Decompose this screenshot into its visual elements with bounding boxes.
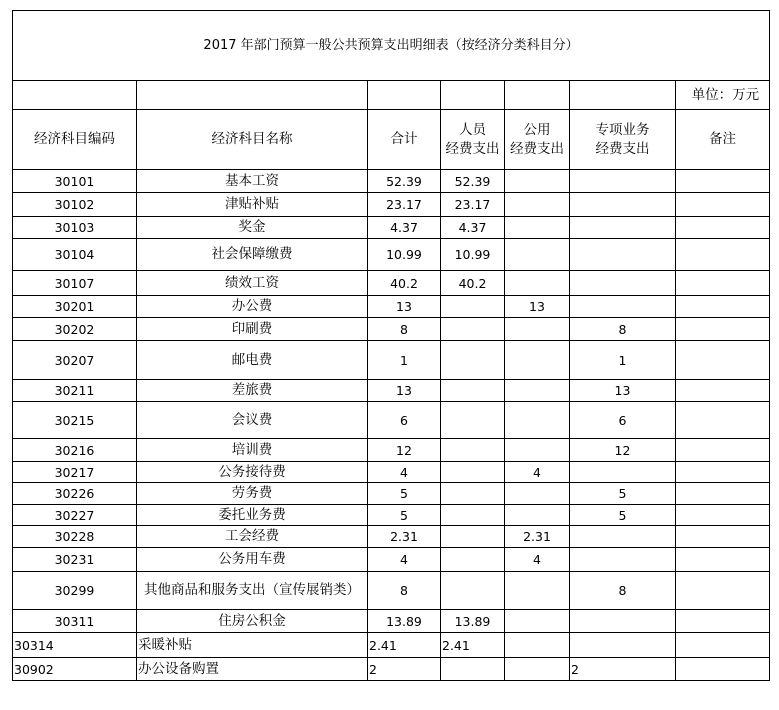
table-row [13, 402, 770, 439]
cell-note [676, 439, 770, 462]
cell-note [676, 380, 770, 402]
cell-code: 30216 [13, 439, 137, 462]
cell-public [505, 193, 570, 217]
cell-code: 30299 [13, 572, 137, 610]
cell-special [570, 610, 676, 633]
table-row [13, 572, 770, 610]
cell-note [676, 341, 770, 380]
cell-code: 30211 [13, 380, 137, 402]
cell-special [570, 193, 676, 217]
cell-name: 公务接待费 [137, 462, 368, 483]
table-title: 2017 年部门预算一般公共预算支出明细表（按经济分类科目分） [13, 11, 770, 81]
table-row [13, 633, 770, 658]
cell-personnel: 4.37 [441, 217, 505, 239]
cell-total: 5 [368, 505, 441, 526]
cell-name: 办公费 [137, 296, 368, 318]
cell-public [505, 318, 570, 341]
cell-code: 30314 [13, 633, 137, 658]
cell-public: 2.31 [505, 526, 570, 548]
cell-note [676, 318, 770, 341]
cell-personnel: 2.41 [441, 633, 505, 658]
cell-name: 邮电费 [137, 341, 368, 380]
cell-public: 4 [505, 548, 570, 572]
table-row [13, 217, 770, 239]
cell-personnel [441, 462, 505, 483]
spacer-cell [13, 81, 137, 110]
cell-note [676, 402, 770, 439]
spacer-cell [368, 81, 441, 110]
cell-note [676, 170, 770, 193]
cell-public [505, 402, 570, 439]
cell-note [676, 610, 770, 633]
header-public [505, 110, 570, 170]
cell-public [505, 439, 570, 462]
cell-total: 40.2 [368, 271, 441, 296]
cell-personnel [441, 548, 505, 572]
cell-name: 公务用车费 [137, 548, 368, 572]
spacer-cell [570, 81, 676, 110]
cell-name: 奖金 [137, 217, 368, 239]
cell-public [505, 380, 570, 402]
cell-name: 工会经费 [137, 526, 368, 548]
cell-total: 13 [368, 296, 441, 318]
cell-special [570, 633, 676, 658]
cell-total: 2.41 [368, 633, 441, 658]
table-row [13, 170, 770, 193]
cell-special [570, 548, 676, 572]
cell-personnel [441, 526, 505, 548]
cell-personnel [441, 439, 505, 462]
cell-public: 13 [505, 296, 570, 318]
cell-personnel [441, 505, 505, 526]
header-special-line1: 专项业务 [595, 121, 650, 138]
cell-total: 2.31 [368, 526, 441, 548]
table-row [13, 610, 770, 633]
cell-total: 8 [368, 572, 441, 610]
cell-name: 委托业务费 [137, 505, 368, 526]
cell-note [676, 296, 770, 318]
cell-code: 30207 [13, 341, 137, 380]
cell-total: 13 [368, 380, 441, 402]
header-public-line1: 公用 [523, 121, 551, 138]
header-personnel-line1: 人员 [459, 121, 486, 138]
unit-label: 单位：万元 [676, 81, 770, 110]
cell-total: 13.89 [368, 610, 441, 633]
cell-public [505, 341, 570, 380]
cell-public: 4 [505, 462, 570, 483]
cell-name: 基本工资 [137, 170, 368, 193]
table-row [13, 548, 770, 572]
table-row [13, 483, 770, 505]
cell-special: 1 [570, 341, 676, 380]
cell-code: 30201 [13, 296, 137, 318]
cell-total: 5 [368, 483, 441, 505]
cell-code: 30107 [13, 271, 137, 296]
cell-note [676, 505, 770, 526]
budget-sheet [12, 10, 769, 702]
cell-public [505, 170, 570, 193]
cell-special [570, 217, 676, 239]
cell-total: 8 [368, 318, 441, 341]
header-public-line2: 经费支出 [510, 140, 564, 157]
cell-note [676, 271, 770, 296]
cell-note [676, 239, 770, 271]
table-row [13, 318, 770, 341]
cell-code: 30103 [13, 217, 137, 239]
spacer-cell [441, 81, 505, 110]
cell-note [676, 526, 770, 548]
table-row [13, 439, 770, 462]
cell-public [505, 505, 570, 526]
cell-note [676, 193, 770, 217]
cell-personnel [441, 380, 505, 402]
cell-personnel [441, 402, 505, 439]
cell-special: 5 [570, 505, 676, 526]
cell-special: 12 [570, 439, 676, 462]
cell-note [676, 462, 770, 483]
table-row [13, 239, 770, 271]
cell-code: 30227 [13, 505, 137, 526]
table-row [13, 658, 770, 681]
cell-special [570, 296, 676, 318]
cell-special: 8 [570, 318, 676, 341]
cell-code: 30226 [13, 483, 137, 505]
cell-name: 津贴补贴 [137, 193, 368, 217]
cell-name: 办公设备购置 [137, 658, 368, 681]
cell-personnel: 13.89 [441, 610, 505, 633]
cell-code: 30311 [13, 610, 137, 633]
header-special-line2: 经费支出 [595, 140, 650, 157]
cell-name: 会议费 [137, 402, 368, 439]
cell-special: 8 [570, 572, 676, 610]
cell-name: 差旅费 [137, 380, 368, 402]
cell-special: 6 [570, 402, 676, 439]
cell-personnel: 23.17 [441, 193, 505, 217]
cell-note [676, 633, 770, 658]
cell-personnel [441, 296, 505, 318]
table-row [13, 505, 770, 526]
cell-personnel: 10.99 [441, 239, 505, 271]
cell-note [676, 658, 770, 681]
cell-special [570, 271, 676, 296]
cell-note [676, 483, 770, 505]
cell-personnel [441, 318, 505, 341]
header-note: 备注 [676, 110, 770, 170]
cell-total: 6 [368, 402, 441, 439]
cell-public [505, 658, 570, 681]
cell-code: 30102 [13, 193, 137, 217]
cell-name: 采暖补贴 [137, 633, 368, 658]
cell-special: 5 [570, 483, 676, 505]
cell-code: 30104 [13, 239, 137, 271]
cell-personnel [441, 341, 505, 380]
table-row [13, 380, 770, 402]
cell-special [570, 239, 676, 271]
cell-name: 绩效工资 [137, 271, 368, 296]
cell-public [505, 271, 570, 296]
cell-public [505, 217, 570, 239]
table-row [13, 193, 770, 217]
cell-code: 30228 [13, 526, 137, 548]
table-row [13, 271, 770, 296]
cell-total: 23.17 [368, 193, 441, 217]
header-code: 经济科目编码 [13, 110, 137, 170]
cell-name: 其他商品和服务支出（宣传展销类） [137, 572, 368, 610]
cell-public [505, 610, 570, 633]
cell-public [505, 483, 570, 505]
cell-personnel: 40.2 [441, 271, 505, 296]
cell-note [676, 572, 770, 610]
cell-special: 13 [570, 380, 676, 402]
spacer-cell [505, 81, 570, 110]
cell-total: 4 [368, 462, 441, 483]
cell-personnel [441, 572, 505, 610]
cell-public [505, 239, 570, 271]
cell-name: 培训费 [137, 439, 368, 462]
cell-name: 住房公积金 [137, 610, 368, 633]
cell-code: 30902 [13, 658, 137, 681]
cell-total: 4.37 [368, 217, 441, 239]
cell-special [570, 170, 676, 193]
cell-personnel [441, 483, 505, 505]
table-row [13, 296, 770, 318]
cell-personnel [441, 658, 505, 681]
table-row [13, 462, 770, 483]
cell-personnel: 52.39 [441, 170, 505, 193]
cell-total: 1 [368, 341, 441, 380]
table-row [13, 526, 770, 548]
cell-code: 30215 [13, 402, 137, 439]
cell-public [505, 572, 570, 610]
spacer-cell [137, 81, 368, 110]
cell-total: 10.99 [368, 239, 441, 271]
cell-code: 30217 [13, 462, 137, 483]
cell-code: 30202 [13, 318, 137, 341]
header-special [570, 110, 676, 170]
cell-total: 12 [368, 439, 441, 462]
cell-note [676, 548, 770, 572]
cell-name: 社会保障缴费 [137, 239, 368, 271]
cell-special [570, 526, 676, 548]
cell-public [505, 633, 570, 658]
cell-total: 2 [368, 658, 441, 681]
header-total: 合计 [368, 110, 441, 170]
cell-code: 30231 [13, 548, 137, 572]
cell-name: 劳务费 [137, 483, 368, 505]
header-personnel [441, 110, 505, 170]
budget-table [12, 10, 770, 681]
header-personnel-line2: 经费支出 [445, 140, 500, 157]
header-name: 经济科目名称 [137, 110, 368, 170]
cell-special: 2 [570, 658, 676, 681]
cell-total: 4 [368, 548, 441, 572]
cell-name: 印刷费 [137, 318, 368, 341]
cell-total: 52.39 [368, 170, 441, 193]
cell-special [570, 462, 676, 483]
cell-note [676, 217, 770, 239]
table-row [13, 341, 770, 380]
cell-code: 30101 [13, 170, 137, 193]
